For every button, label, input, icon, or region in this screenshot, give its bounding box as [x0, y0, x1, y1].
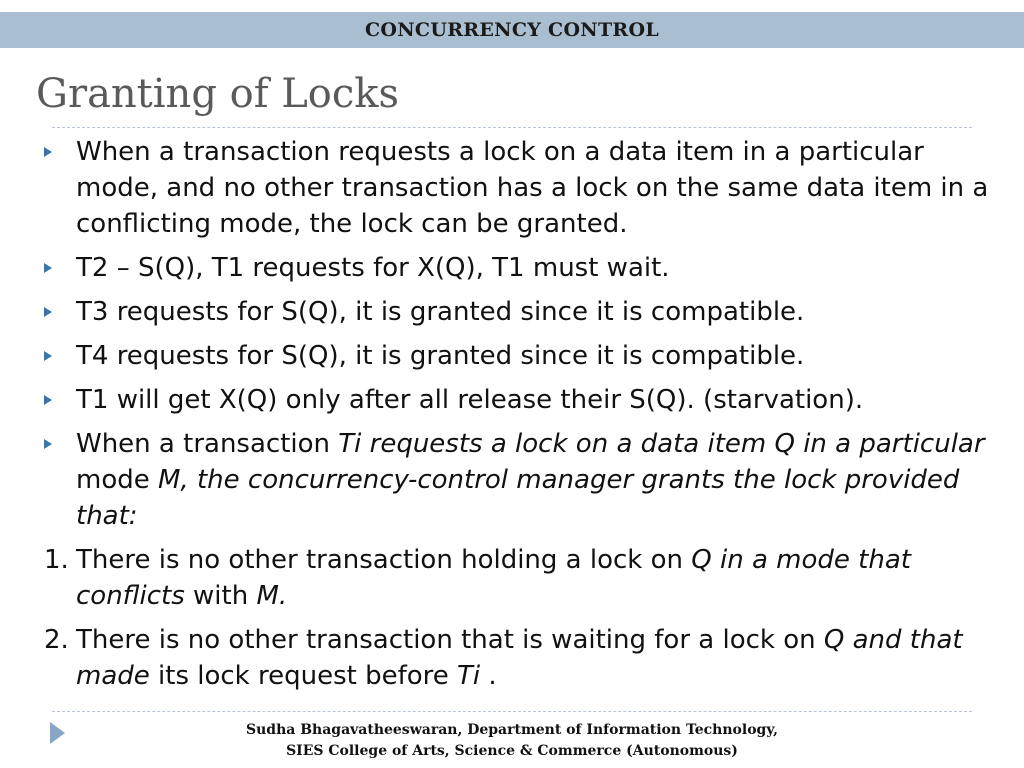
bullet-text: T4 requests for S(Q), it is granted since it is compatible.: [76, 341, 805, 371]
numbered-text: There is no other transaction holding a lock on: [76, 545, 692, 575]
bullet-text: T1 will get X(Q) only after all release their S(Q). (starvation).: [76, 385, 864, 415]
bullet-item: [0, 426, 1024, 534]
numbered-list: [0, 542, 1024, 694]
bullet-item: [0, 338, 1024, 374]
bullet-arrow-icon: [44, 351, 52, 361]
numbered-item: [0, 622, 1024, 694]
bullet-text: When a transaction requests a lock on a data item in a particular mode, and no other transaction has a lock on the same data item in a conflicting mode, the lock can be granted.: [76, 137, 989, 239]
bullet-item: [0, 134, 1024, 242]
bullet-text: T3 requests for S(Q), it is granted since it is compatible.: [76, 297, 805, 327]
bullet-list: [0, 134, 1024, 534]
slide-title: Granting of Locks: [36, 71, 400, 117]
numbered-text: .: [480, 661, 497, 691]
bullet-item: [0, 382, 1024, 418]
bullet-text: mode: [76, 465, 158, 495]
bullet-arrow-icon: [44, 147, 52, 157]
numbered-text: its lock request before: [149, 661, 458, 691]
bullet-arrow-icon: [44, 439, 52, 449]
bullet-text: Ti requests a lock on a data item Q in a particular: [338, 429, 985, 459]
bullet-text: M, the concurrency-control manager grants the lock provided that:: [76, 465, 960, 531]
item-number: 2.: [44, 625, 69, 655]
footer-line-1: Sudha Bhagavatheeswaran, Department of Information Technology,: [246, 722, 778, 738]
numbered-text: with: [184, 581, 257, 611]
bullet-arrow-icon: [44, 263, 52, 273]
bullet-item: [0, 250, 1024, 286]
footer-line-2: SIES College of Arts, Science & Commerce (Autonomous): [286, 743, 738, 759]
item-number: 1.: [44, 545, 69, 575]
footer-divider: [52, 711, 972, 712]
title-divider: [52, 127, 972, 128]
bullet-item: [0, 294, 1024, 330]
numbered-text: Ti: [457, 661, 481, 691]
bullet-arrow-icon: [44, 307, 52, 317]
header-title: CONCURRENCY CONTROL: [364, 19, 660, 41]
numbered-item: [0, 542, 1024, 614]
footer: [0, 720, 1024, 762]
numbered-text: Q in a mode that conflicts: [76, 545, 911, 611]
slide-content: [0, 134, 1024, 702]
bullet-text: When a transaction: [76, 429, 339, 459]
bullet-text: T2 – S(Q), T1 requests for X(Q), T1 must wait.: [76, 253, 670, 283]
numbered-text: There is no other transaction that is waiting for a lock on: [76, 625, 824, 655]
header-bar: [0, 12, 1024, 48]
numbered-text: Q and that made: [76, 625, 963, 691]
bullet-arrow-icon: [44, 395, 52, 405]
numbered-text: M.: [256, 581, 288, 611]
